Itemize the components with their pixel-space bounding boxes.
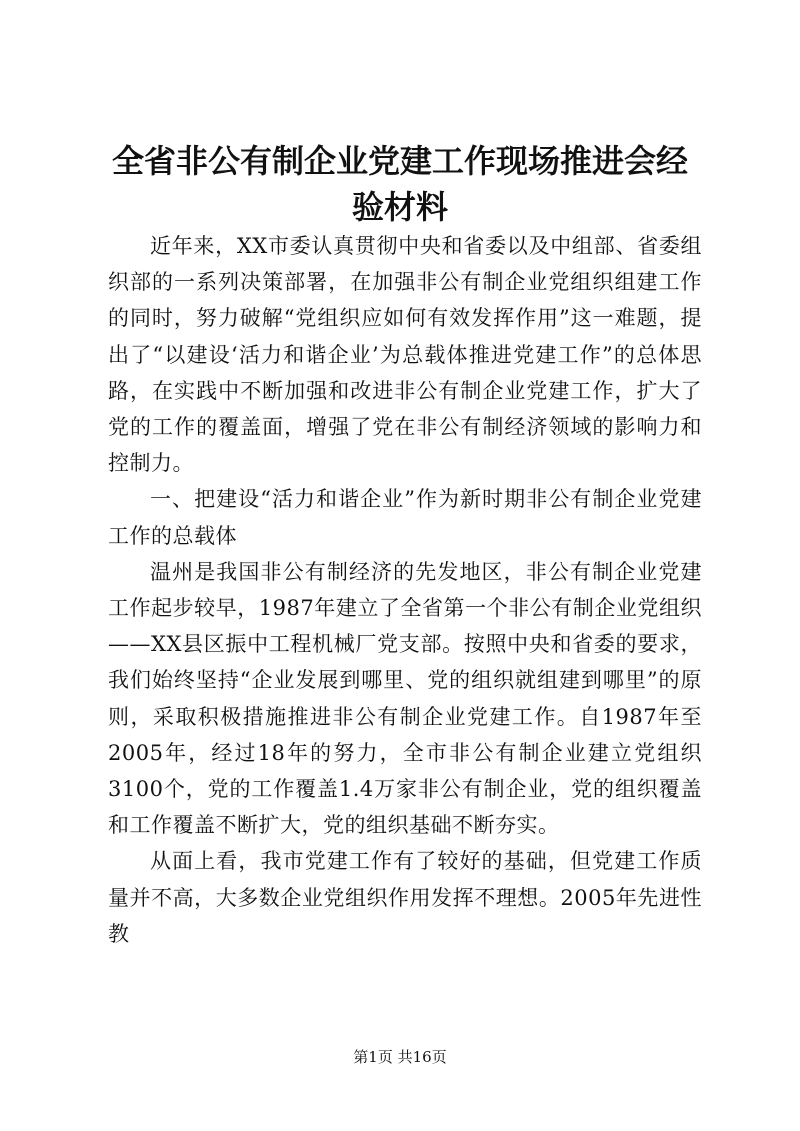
paragraph-wenzhou: 温州是我国非公有制经济的先发地区，非公有制企业党建工作起步较早，1987年建立了全省第一个非公有制企业党组织——XX县区振中工程机械厂党支部。按照中央和省委的要求，我们始终坚持“企业发展到哪里、党的组织就组建到哪里”的原则，采取积极措施推进非公有制企业党建工作。自1987年至2005年，经过18年的努力，全市非公有制企业建立党组织3100个，党的工作覆盖1.4万家非公有制企业，党的组织覆盖和工作覆盖不断扩大，党的组织基础不断夯实。 xyxy=(108,559,702,838)
page-number-footer: 第1页 共16页 xyxy=(353,1048,447,1066)
section-heading-1: 一、把建设“活力和谐企业”作为新时期非公有制企业党建工作的总载体 xyxy=(108,487,702,548)
document-title: 全省非公有制企业党建工作现场推进会经验材料 xyxy=(111,142,688,226)
paragraph-intro: 近年来，XX市委认真贯彻中央和省委以及中组部、省委组织部的一系列决策部署，在加强非公有制企业党组织组建工作的同时，努力破解“党组织应如何有效发挥作用”这一难题，提出了“以建设‘活力和谐企业’为总载体推进党建工作”的总体思路，在实践中不断加强和改进非公有制企业党建工作，扩大了党的工作的覆盖面，增强了党在非公有制经济领域的影响力和控制力。 xyxy=(108,234,702,476)
paragraph-overview: 从面上看，我市党建工作有了较好的基础，但党建工作质量并不高，大多数企业党组织作用发挥不理想。2005年先进性教 xyxy=(108,849,702,946)
document-body xyxy=(108,228,702,952)
